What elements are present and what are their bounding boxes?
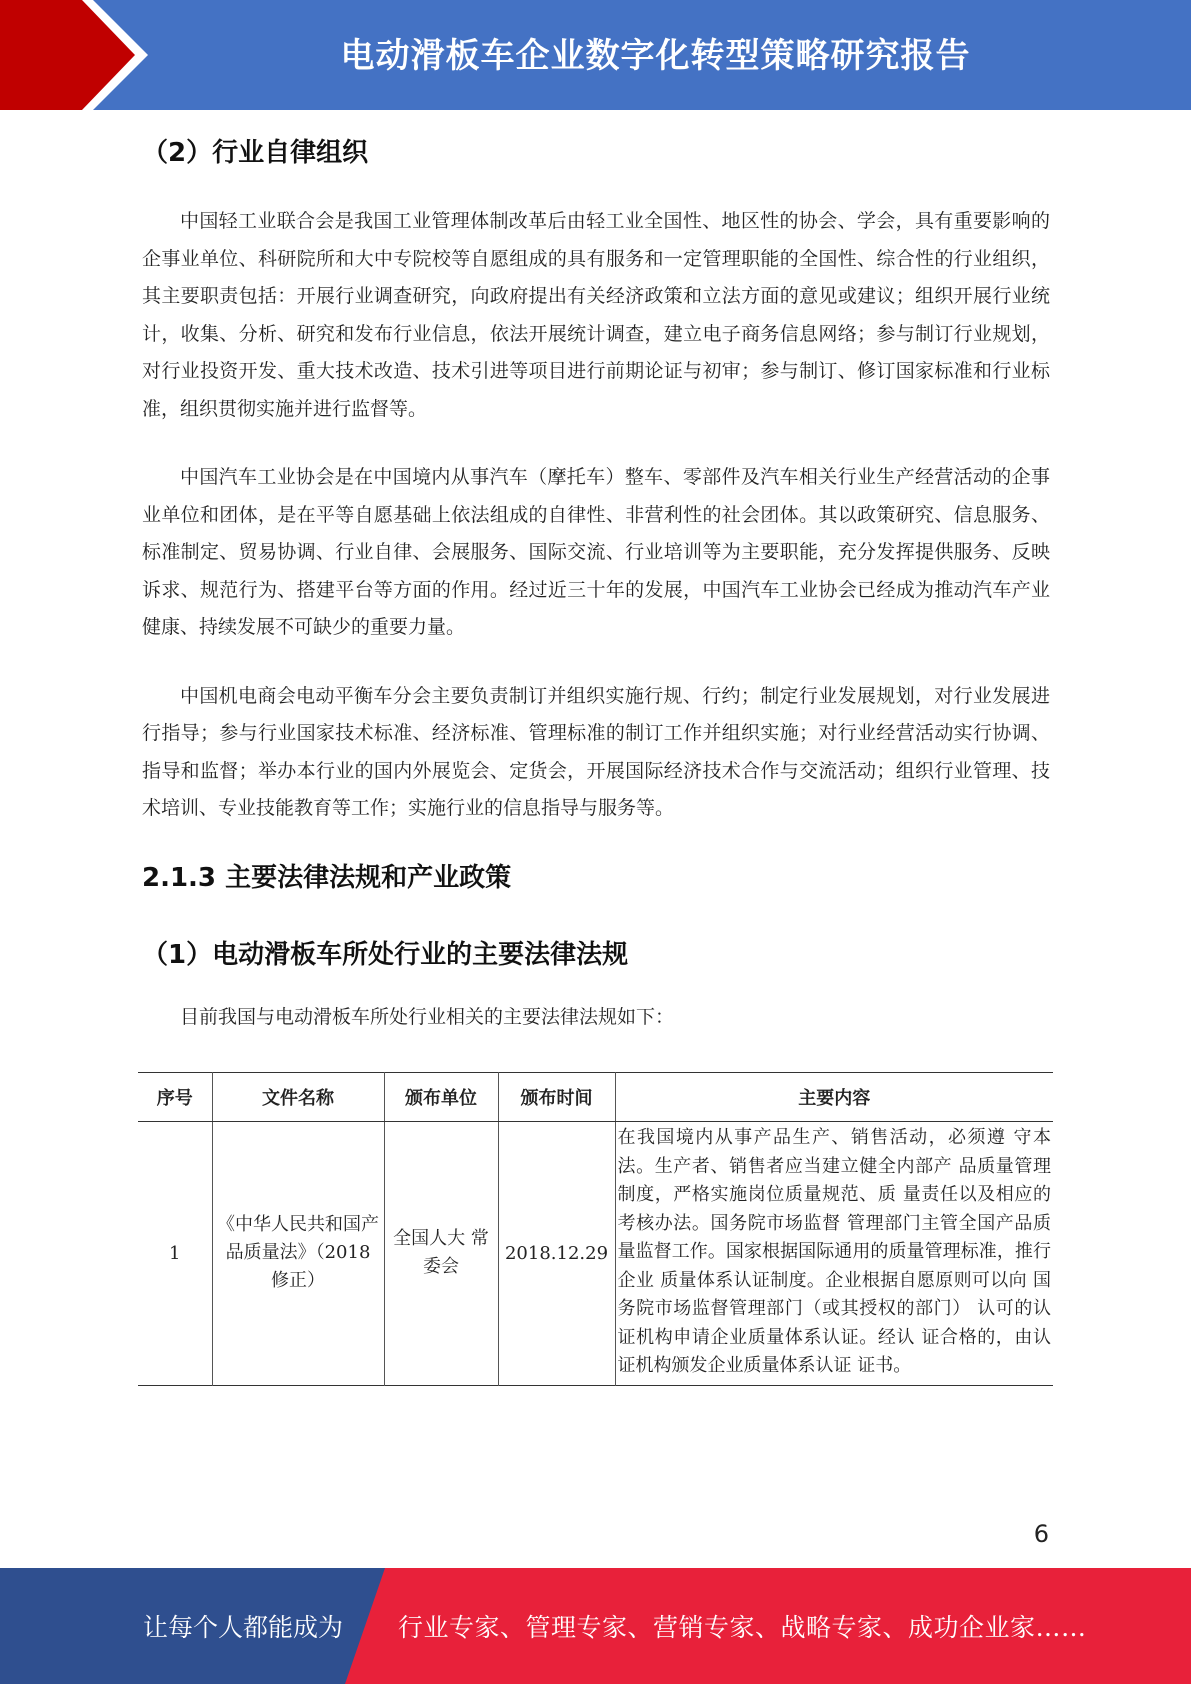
cell-name: 《中华人民共和国产品质量法》（2018 修正） (212, 1122, 384, 1386)
header-arrow-decoration (0, 0, 160, 110)
footer-slogan-right: 行业专家、管理专家、营销专家、战略专家、成功企业家…… (398, 1613, 1087, 1642)
page-content (142, 130, 1050, 1036)
cell-date: 2018.12.29 (498, 1122, 615, 1386)
cell-no: 1 (169, 1242, 181, 1264)
paragraph-auto-industry-association: 中国汽车工业协会是在中国境内从事汽车（摩托车）整车、零部件及汽车相关行业生产经营活动的企事业单位和团体，是在平等自愿基础上依法组成的自律性、非营利性的社会团体。其以政策研究、信息服务、标准制定、贸易协调、行业自律、会展服务、国际交流、行业培训等为主要职能，充分发挥提供服务、反映诉求、规范行为、搭建平台等方面的作用。经过近三十年的发展，中国汽车工业协会已经成为推动汽车产业健康、持续发展不可缺少的重要力量。 (142, 466, 1050, 638)
section-heading-2-1-3: 2.1.3 主要法律法规和产业政策 (142, 862, 512, 893)
page-number: 6 (1033, 1520, 1049, 1548)
page-footer (0, 1568, 1191, 1684)
subsection-heading-self-regulatory: （2）行业自律组织 (142, 138, 369, 168)
table-lead-sentence: 目前我国与电动滑板车所处行业相关的主要法律法规如下： (180, 1005, 675, 1028)
col-header-name: 文件名称 (212, 1073, 384, 1122)
subsection-heading-laws: （1）电动滑板车所处行业的主要法律法规 (142, 939, 629, 970)
laws-table (138, 1072, 1053, 1386)
paragraph-balance-vehicle-branch: 中国机电商会电动平衡车分会主要负责制订并组织实施行规、行约；制定行业发展规划，对行业发展进行指导；参与行业国家技术标准、经济标准、管理标准的制订工作并组织实施；对行业经营活动实行协调、指导和监督；举办本行业的国内外展览会、定货会，开展国际经济技术合作与交流活动；组织行业管理、技术培训、专业技能教育等工作；实施行业的信息指导与服务等。 (142, 684, 1050, 819)
col-header-no: 序号 (138, 1073, 212, 1122)
col-header-content: 主要内容 (615, 1073, 1053, 1122)
col-header-issuer: 颁布单位 (384, 1073, 498, 1122)
footer-slogan-left: 让每个人都能成为 (143, 1613, 344, 1642)
paragraph-light-industry-federation: 中国轻工业联合会是我国工业管理体制改革后由轻工业全国性、地区性的协会、学会，具有重要影响的企事业单位、科研院所和大中专院校等自愿组成的具有服务和一定管理职能的全国性、综合性的行业组织，其主要职责包括：开展行业调查研究，向政府提出有关经济政策和立法方面的意见或建议；组织开展行业统计，收集、分析、研究和发布行业信息，依法开展统计调查，建立电子商务信息网络；参与制订行业规划，对行业投资开发、重大技术改造、技术引进等项目进行前期论证与初审；参与制订、修订国家标准和行业标准，组织贯彻实施并进行监督等。 (142, 210, 1050, 420)
table-row (138, 1122, 1053, 1386)
col-header-date: 颁布时间 (498, 1073, 615, 1122)
report-title: 电动滑板车企业数字化转型策略研究报告 (340, 36, 971, 76)
page-header (0, 0, 1191, 110)
table-header-row (138, 1073, 1053, 1122)
cell-content: 在我国境内从事产品生产、销售活动，必须遵 守本法。生产者、销售者应当建立健全内部产 品质量管理制度，严格实施岗位质量规范、质 量责任以及相应的考核办法。国务院市场监督 管理部门主管全国产品质量监督工作。国家根据国际通用的质量管理标准，推行企业 质量体系认证制度。企业根据自愿原则可以向 国务院市场监督管理部门（或其授权的部门） 认可的认证机构申请企业质量体系认证。经认 证合格的，由认证机构颁发企业质量体系认证 证书。 (615, 1122, 1053, 1386)
cell-issuer: 全国人大 常委会 (384, 1122, 498, 1386)
